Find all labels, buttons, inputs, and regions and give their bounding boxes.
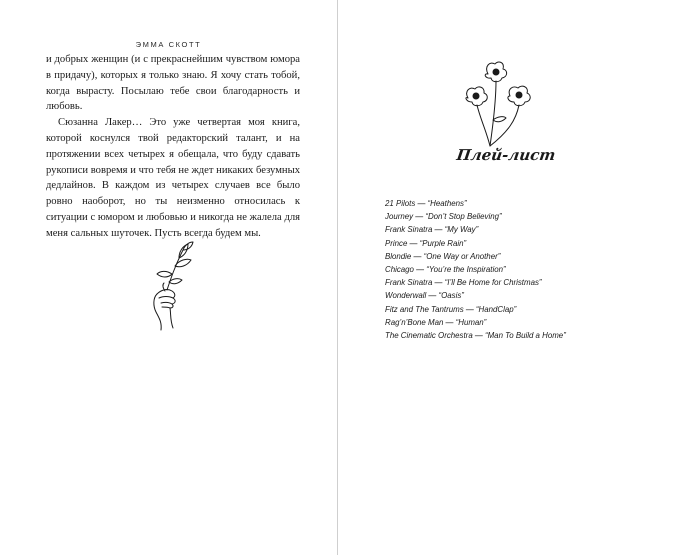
playlist-item: Fitz and The Tantrums — “HandClap” <box>385 304 517 314</box>
running-head: ЭММА СКОТТ <box>135 40 202 49</box>
playlist-item: Journey — “Don’t Stop Believing” <box>385 212 502 222</box>
paragraph-2: Сюзанна Лакер… Это уже четвертая моя книга, которой коснулся твой редакторский талант, и на протяжении всех четырех я обещала, что буду сдавать рукописи вовремя и что тебя не ждет никаких безумных дедлайнов. В каждом из четырех случаев все было ровно наоборот, но ты неизменно относилась к ситуации с юмором и любовью и никогда не жалела для меня сальных шуточек. Пусть всегда будем мы. <box>46 117 300 239</box>
paragraph-1: и добрых женщин (и с прекраснейшим чувством юмора в придачу), которых я только знаю. Я хочу стать тобой, когда вырасту. Посылаю тебе свои благодарность и любовь. <box>46 54 300 113</box>
playlist-title: Плей-лист <box>455 146 557 164</box>
playlist-item: Rag’n’Bone Man — “Human” <box>385 317 487 327</box>
right-page <box>338 0 674 555</box>
playlist-item: Blondie — “One Way or Another” <box>385 251 501 261</box>
playlist-item: Chicago — “You’re the Inspiration” <box>385 265 506 275</box>
acknowledgements-text <box>46 52 300 242</box>
playlist <box>385 197 566 342</box>
playlist-item: Wonderwall — “Oasis” <box>385 291 464 301</box>
playlist-item: 21 Pilots — “Heathens” <box>385 199 467 208</box>
playlist-item: Frank Sinatra — “I’ll Be Home for Christmas” <box>385 278 542 288</box>
playlist-item: Prince — “Purple Rain” <box>385 238 467 248</box>
playlist-item: Frank Sinatra — “My Way” <box>385 225 479 235</box>
hand-sprig-icon <box>145 238 201 334</box>
playlist-item: The Cinematic Orchestra — “Man To Build a Home” <box>385 331 566 341</box>
poppy-flowers-icon <box>460 58 538 150</box>
